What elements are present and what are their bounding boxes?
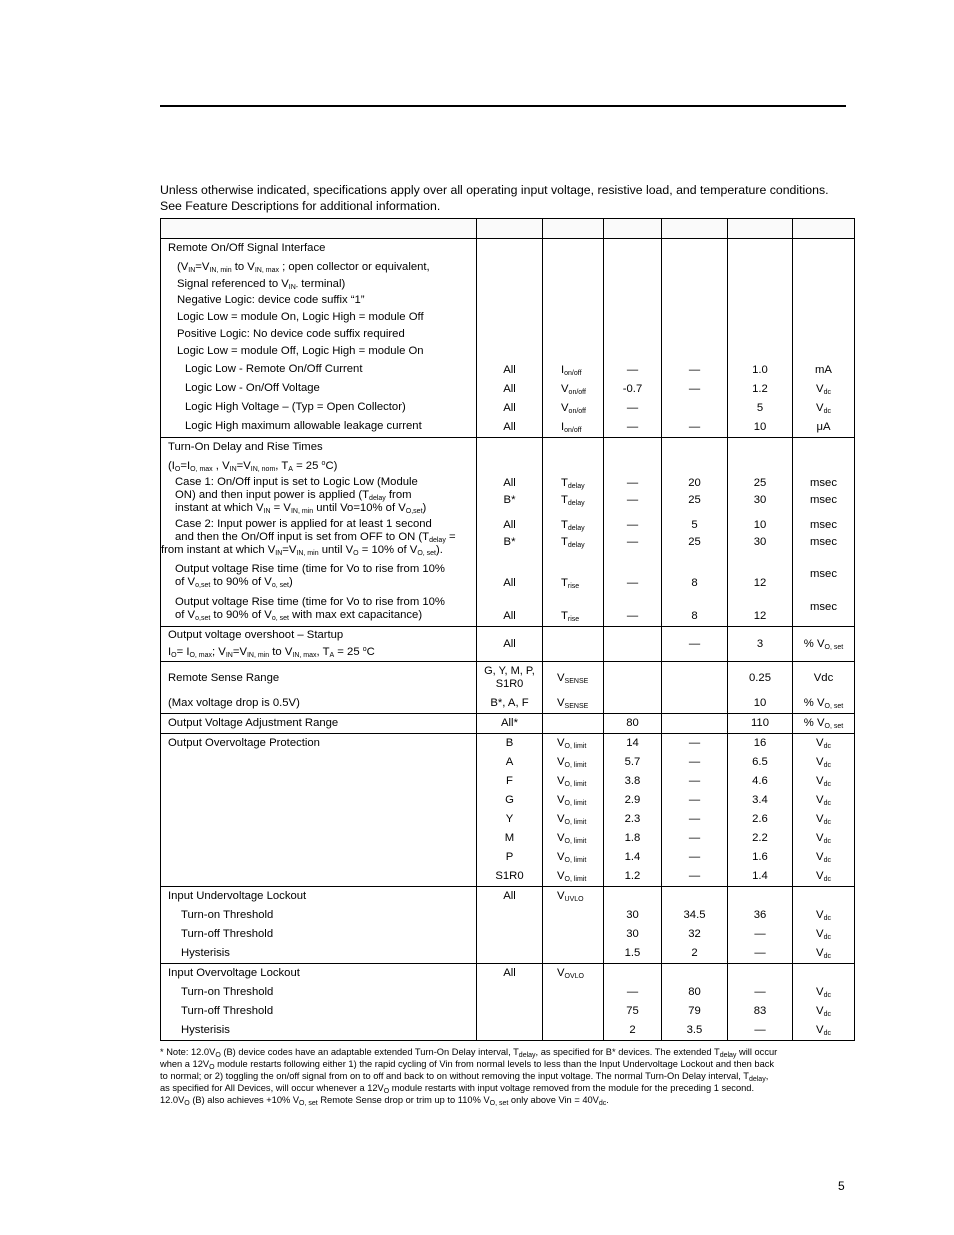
ovp-max-col [728,734,793,887]
unit-cell: $V_{dc}$ [816,851,831,864]
device-cell: All [503,383,516,395]
typ-cell: — [688,813,701,825]
symbol-cell: $V_{O, limit}$ [557,737,587,750]
row-text: and then the On/Off input is set from OFF to ON ($T_{delay}$ = [175,531,456,544]
max-cell: 16 [753,737,767,749]
max-cell: 1.4 [752,870,768,882]
row-title: Remote On/Off Signal Interface [168,242,326,254]
device-cell: B*, A, F [490,697,529,709]
table-row [161,964,855,1041]
row-label: Logic High Voltage – (Typ = Open Collector) [185,401,406,413]
max-cell: 1.0 [752,364,768,376]
header-rule [160,105,846,107]
typ-cell: 32 [688,928,701,940]
row-text: of $V_{o,set}$ to 90% of $V_{o, set}$) [175,576,293,589]
typ-cell: — [688,832,701,844]
unit-cell: $V_{dc}$ [816,794,831,807]
typ-cell: 25 [688,536,701,548]
typ-cell [662,694,727,713]
intro-text: Unless otherwise indicated, specifications apply over all operating input voltage, resistive load, and temperature conditions. See Feature Descriptions for additional information. [160,183,829,213]
row-title: Input Overvoltage Lockout [168,967,300,979]
unit-cell: mA [815,364,832,376]
row-text: Negative Logic: device code suffix “1” [177,294,365,306]
symbol-cell: $I_{on/off}$ [561,364,582,377]
min-cell: 1.5 [624,947,641,959]
page-number: 5 [838,1179,845,1193]
min-cell: — [626,477,639,489]
device-cell: F [506,775,513,787]
typ-cell [662,399,727,418]
max-cell: 12 [753,577,767,589]
max-cell: 12 [753,610,767,622]
footnote-line: when a $12V_O$ module restarts following either 1) the rapid cycling of Vin from normal levels to less than the Input Undervoltage Lockout and then back [160,1059,775,1071]
typ-cell: — [688,383,701,395]
footnote-line: * Note: $12.0V_O$ (B) device codes have an adaptable extended Turn-On Delay interval, $T_{delay}$, as specified for B* devices. The extended $T_{delay}$ will occur [160,1047,778,1059]
footnote-line: as specified for All Devices, will occur whenever a $12V_O$ module restarts with input voltage removed from the module for the preceding 1 second. [160,1083,755,1095]
min-cell: -0.7 [622,383,643,395]
symbol-cell: $V_{SENSE}$ [557,672,589,685]
device-cell: All [503,967,516,979]
typ-cell: — [688,364,701,376]
min-cell: — [626,577,639,589]
row-label: Hysterisis [181,1024,230,1036]
ovp-unit-col [793,734,855,887]
row-label: Logic Low - Remote On/Off Current [185,363,363,375]
typ-cell: 20 [688,477,701,489]
device-cell: All [503,890,516,902]
typ-cell: 25 [688,494,701,506]
row-title: Output Voltage Adjustment Range [168,717,339,729]
min-cell: — [626,519,639,531]
table-row [161,239,855,438]
device-cell: G, Y, M, P, S1R0 [484,665,535,690]
device-cell: All [503,610,516,622]
min-cell [604,635,661,654]
symbol-cell: $V_{on/off}$ [561,402,586,415]
unit-cell: % $V_{O, set}$ [803,637,844,651]
unit-cell: $V_{dc}$ [816,909,831,922]
min-cell: 14 [626,737,639,749]
typ-cell: — [688,637,701,650]
max-cell: 30 [753,536,767,548]
device-cell: M [504,832,515,844]
uvlo-unit-col [793,887,855,964]
table-header-row [161,219,855,239]
ovp-symbol-col [543,734,604,887]
min-cell: — [626,536,639,548]
ovlo-max-col [728,964,793,1041]
uvlo-typ-col [662,887,728,964]
unit-cell: msec [810,568,837,580]
device-cell: All [503,364,516,376]
typ-cell: 8 [691,577,698,589]
footnote-line: $12.0V_O$ (B) also achieves +10% $V_{O, set}$ Remote Sense drop or trim up to 110% $V_{O, set}$ only above Vin = $40V_{dc}$. [160,1095,609,1107]
row-text: ON) and then input power is applied ($T_{delay}$ from [175,489,412,502]
ovlo-typ-col [662,964,728,1041]
max-cell: — [754,928,766,940]
min-cell: 30 [626,928,639,940]
min-cell: — [626,986,639,998]
ovp-device-col [477,734,543,887]
typ-cell [662,662,727,694]
max-cell: 25 [753,477,767,489]
typ-cell: — [688,775,701,787]
max-cell: 10 [753,697,767,709]
unit-cell: $V_{dc}$ [816,870,831,883]
table-row [161,627,855,662]
unit-cell: $V_{dc}$ [816,775,831,788]
device-cell: B* [503,536,516,548]
row-title: Remote Sense Range [168,672,280,684]
device-cell: All [503,477,516,489]
min-cell: 30 [626,909,639,921]
device-cell: B [505,737,514,749]
symbol-cell: $T_{delay}$ [561,494,585,507]
min-cell: 75 [626,1005,639,1017]
unit-cell: $V_{dc}$ [816,737,831,750]
symbol-cell: $V_{O, limit}$ [557,775,587,788]
max-cell: 2.2 [752,832,768,844]
max-cell: 2.6 [752,813,768,825]
ovlo-min-col [604,964,662,1041]
device-cell: All [503,577,516,589]
symbol-cell: $V_{SENSE}$ [557,697,589,710]
table-row [161,438,855,627]
unit-cell: $V_{dc}$ [816,928,831,941]
min-cell: 1.4 [624,851,641,863]
device-cell: All [503,637,516,650]
min-cell: 3.8 [624,775,641,787]
uvlo-min-col [604,887,662,964]
row-label: Logic High maximum allowable leakage current [185,420,422,432]
unit-cell: msec [810,601,837,613]
row-text: ($V_{IN}=V_{IN, min}$ to $V_{IN, max}$ ; open collector or equivalent, [177,261,430,274]
unit-cell: $V_{dc}$ [816,832,831,845]
unit-cell: $V_{dc}$ [816,813,831,826]
max-cell: 1.2 [752,383,768,395]
row-text: ($I_O=I_{O, max}$ , $V_{IN}=V_{IN, nom}$, $T_A = 25$ $^o$C) [168,460,338,473]
min-cell: — [626,402,639,414]
row-label: Turn-off Threshold [181,1005,274,1017]
typ-cell: — [688,421,701,433]
unit-cell: $V_{dc}$ [816,986,831,999]
unit-cell: $V_{dc}$ [816,947,831,960]
device-cell: All* [501,717,518,729]
row-text: of $V_{o,set}$ to 90% of $V_{o, set}$ with max ext capacitance) [175,609,423,622]
row-text: Positive Logic: No device code suffix required [177,328,405,340]
min-cell: — [626,610,639,622]
max-cell: — [754,986,766,998]
max-cell: — [754,947,766,959]
min-cell: 1.2 [624,870,641,882]
typ-cell: 34.5 [683,909,706,921]
min-cell: 2 [629,1024,636,1036]
symbol-cell: $V_{UVLO}$ [557,890,584,903]
row-label: Logic Low - On/Off Voltage [185,382,320,394]
max-cell: 0.25 [749,672,771,684]
unit-cell: $V_{dc}$ [816,1005,831,1018]
row-text: from instant at which $V_{IN}=V_{IN, min}$ until $V_O = 10\%$ of $V_{O, set}$). [161,544,443,557]
min-cell [604,694,661,713]
symbol-cell: $T_{delay}$ [561,536,585,549]
max-cell: 110 [750,717,769,729]
min-cell: 80 [626,717,639,729]
typ-cell: — [688,851,701,863]
device-cell: All [503,519,516,531]
row-title: Output Overvoltage Protection [168,737,320,749]
typ-cell: — [688,756,701,768]
footnote-line: to normal; or 2) toggling the on/off signal from on to off and back to on without removing the input voltage. The normal Turn-On Delay interval, $T_{delay}$, [160,1071,769,1083]
symbol-cell: $V_{O, limit}$ [557,813,587,826]
min-cell: 2.9 [624,794,641,806]
spec-table [160,218,855,1041]
device-cell: Y [505,813,514,825]
device-cell: All [503,421,516,433]
typ-cell: — [688,737,701,749]
unit-cell: msec [810,536,837,548]
min-cell: 1.8 [624,832,641,844]
max-cell: 10 [753,519,767,531]
max-cell: 3.4 [752,794,768,806]
unit-cell: msec [810,477,837,489]
symbol-cell: $V_{O, limit}$ [557,832,587,845]
unit-cell: $V_{dc}$ [816,383,831,396]
row-text: Output voltage Rise time (time for Vo to rise from 10% [175,596,445,608]
row-text: Logic Low = module Off, Logic High = module On [177,345,424,357]
device-cell: A [505,756,514,768]
symbol-cell: $V_{on/off}$ [561,383,586,396]
symbol-cell: $T_{rise}$ [561,577,580,590]
max-cell: 5 [756,402,764,414]
unit-cell: $V_{dc}$ [816,1024,831,1037]
symbol-cell: $T_{rise}$ [561,610,580,623]
unit-cell: Vdc [813,672,834,684]
row-text: Logic Low = module On, Logic High = module Off [177,311,424,323]
unit-cell: % $V_{O, set}$ [803,717,844,730]
max-cell: 36 [753,909,767,921]
device-cell: All [503,402,516,414]
symbol-cell: $V_{OVLO}$ [557,967,584,980]
ovp-min-col [604,734,662,887]
symbol-cell: $I_{on/off}$ [561,421,582,434]
unit-cell: $V_{dc}$ [816,756,831,769]
symbol-cell: $T_{delay}$ [561,519,585,532]
typ-cell [662,714,727,733]
typ-cell: 2 [691,947,698,959]
min-cell: 5.7 [624,756,641,768]
symbol-cell: $V_{O, limit}$ [557,851,587,864]
typ-cell: 3.5 [686,1024,703,1036]
min-cell: — [626,364,639,376]
device-cell: S1R0 [495,870,524,882]
ovp-typ-col [662,734,728,887]
device-cell: B* [503,494,516,506]
footnotes [160,1046,855,1106]
row-title: Turn-On Delay and Rise Times [168,441,323,453]
unit-cell: $V_{dc}$ [816,402,831,415]
max-cell: 83 [753,1005,767,1017]
symbol-cell: $V_{O, limit}$ [557,870,587,883]
typ-cell: 8 [691,610,698,622]
row-text: Signal referenced to $V_{IN-}$ terminal) [177,278,346,291]
unit-cell: msec [810,494,837,506]
unit-cell: % $V_{O, set}$ [803,697,844,710]
max-cell: 1.6 [752,851,768,863]
typ-cell: 79 [688,1005,701,1017]
device-cell: G [505,794,514,806]
table-row [161,887,855,964]
symbol-cell: $V_{O, limit}$ [557,794,587,807]
max-cell: 10 [753,421,767,433]
unit-cell: msec [810,519,837,531]
row-title: Output voltage overshoot – Startup [168,629,344,641]
typ-cell: 80 [688,986,701,998]
uvlo-max-col [728,887,793,964]
row-title: Input Undervoltage Lockout [168,890,307,902]
unit-cell: μA [816,421,831,433]
symbol-cell: $T_{delay}$ [561,477,585,490]
table-row [161,714,855,734]
min-cell: 2.3 [624,813,641,825]
max-cell: 6.5 [752,756,768,768]
max-cell: 4.6 [752,775,768,787]
symbol-cell [543,635,603,654]
row-text: $I_O= I_{O, max}$; $V_{IN}=V_{IN, min}$ to $V_{IN, max}$, $T_A = 25$ $^o$C [168,646,375,659]
row-label: Hysterisis [181,947,230,959]
row-label: Turn-on Threshold [181,986,274,998]
max-cell: 30 [753,494,767,506]
min-cell [604,662,661,694]
typ-cell: — [688,794,701,806]
row-text: Output voltage Rise time (time for Vo to rise from 10% [175,563,445,575]
row-text: instant at which $V_{IN} = V_{IN, min}$ until Vo=10% of $V_{O,set}$) [175,502,427,515]
ovlo-unit-col [793,964,855,1041]
symbol-cell: $V_{O, limit}$ [557,756,587,769]
device-cell: P [505,851,514,863]
min-cell: — [626,421,639,433]
row-label: Turn-on Threshold [181,909,274,921]
typ-cell: 5 [691,519,698,531]
table-row [161,734,855,887]
max-cell: 3 [756,637,764,650]
table-row [161,662,855,714]
row-label: Turn-off Threshold [181,928,274,940]
row-text: Case 1: On/Off input is set to Logic Low (Module [175,476,418,488]
row-text: (Max voltage drop is 0.5V) [168,697,300,709]
row-text: Case 2: Input power is applied for at least 1 second [175,518,432,530]
typ-cell: — [688,870,701,882]
min-cell: — [626,494,639,506]
symbol-cell [543,714,603,733]
max-cell: — [754,1024,766,1036]
